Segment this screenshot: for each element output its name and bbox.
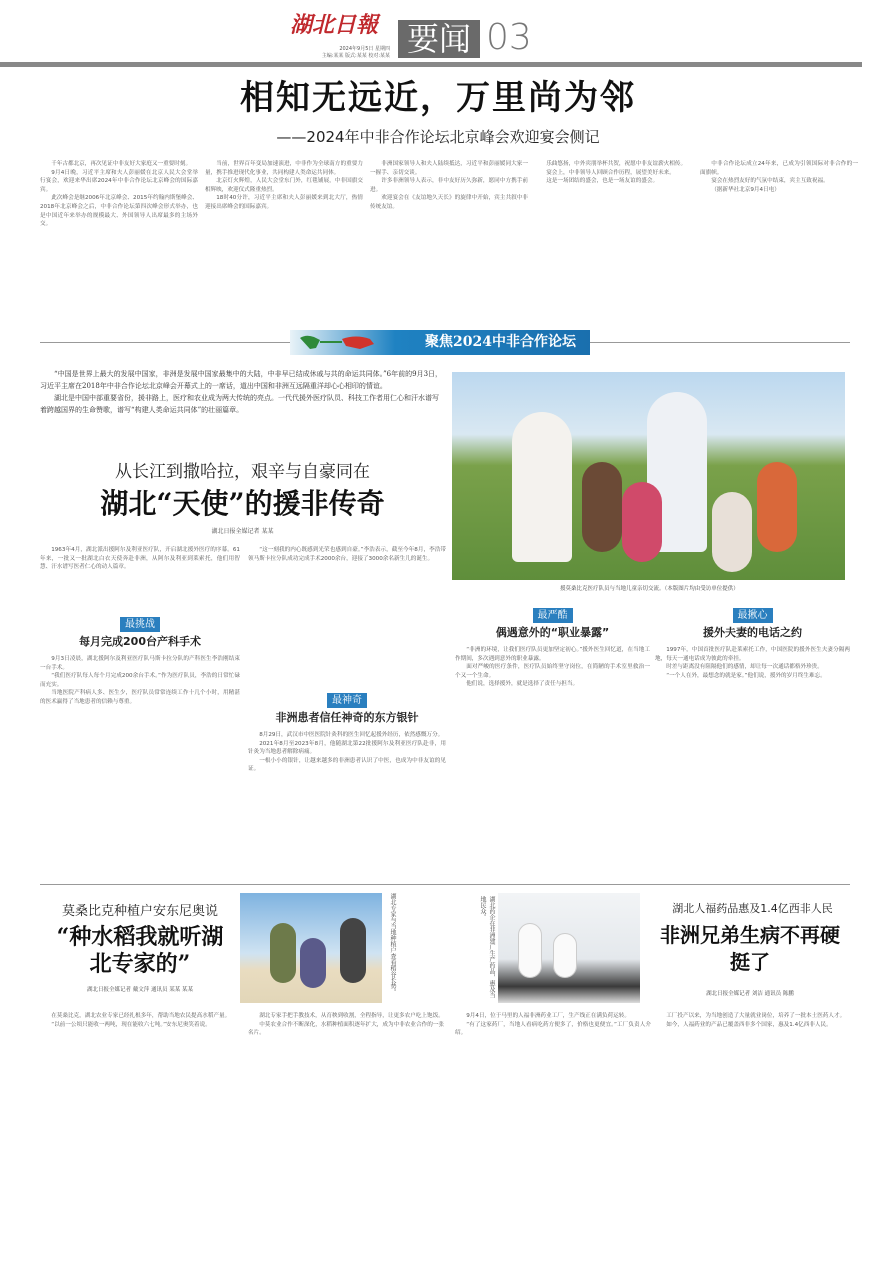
body-para: 9月3日凌晨，湖北援阿尔及利亚医疗队马斯卡拉分队的产科医生李浩刚结束一台手术。 <box>40 656 240 671</box>
pharma-kicker: 湖北人福药品惠及1.4亿西非人民 <box>672 902 833 915</box>
divider <box>40 342 290 343</box>
lead-column <box>370 160 528 326</box>
body-para: 时差与距离没有阻隔他们的感情，却让每一次通话都格外珍贵。 <box>666 664 823 671</box>
rice-body <box>40 1012 236 1267</box>
lead-column <box>535 160 693 326</box>
body-para: 1963年4月，湖北派出援阿尔及利亚医疗队，开启湖北援外医疗的序幕。61年来，一批又一批湖北白衣天使奔赴非洲，从阿尔及利亚到莱索托，他们用智慧、汗水谱写医者仁心的动人篇章。 <box>40 547 240 571</box>
body-para: “以前一公顷只能收一两吨，现在能收六七吨。”安东尼奥笑着说。 <box>51 1021 211 1028</box>
section-body <box>655 646 850 867</box>
body-para: 中非合作论坛成立24年来，已成为引领国际对非合作的一面旗帜。 <box>700 161 858 176</box>
masthead-logo: 湖北日報 <box>290 12 379 38</box>
body-para: 这是一场团结的盛会，也是一场友谊的盛会。 <box>546 178 659 185</box>
section-tag: 最神奇 <box>327 693 367 708</box>
section-tag-wrap <box>655 605 850 623</box>
section-title: 每月完成200台产科手术 <box>79 635 201 648</box>
section-tag-wrap <box>40 614 240 632</box>
body-para: 湖北专家手把手教技术，从育秧到收割，全程指导，让更多农户吃上饱饭。 <box>259 1013 444 1019</box>
body-para: 9月4日，位于马里的人福非洲药业工厂，生产线正在满负荷运转。 <box>466 1013 630 1019</box>
body-para: 8月29日，武汉市中医医院针灸科的医生回忆起援外经历，依然感慨万分。 <box>259 732 444 738</box>
pharma-caption: 湖北药企在非洲建厂生产药品，惠及当地民众。 <box>479 896 495 998</box>
body-para: 中莫农业合作不断深化，水稻种植面积逐年扩大，成为中非农业合作的一张名片。 <box>248 1021 444 1037</box>
section-tag: 最揪心 <box>733 608 773 623</box>
section-title: 援外夫妻的电话之约 <box>703 626 802 639</box>
focus-body <box>40 546 240 606</box>
section-body <box>248 731 446 867</box>
section-body <box>40 655 240 867</box>
lead-headline: 相知无远近，万里尚为邻 <box>240 78 636 118</box>
body-para: 宴会上，中非领导人回顾合作历程，展望美好未来。 <box>546 169 675 176</box>
focus-banner-title: 聚焦2024中非合作论坛 <box>425 334 576 350</box>
photo-caption: 援莫桑比克医疗队员与当地儿童亲切交流。（本版图片均由受访单位提供） <box>560 586 739 592</box>
rice-photo <box>240 893 382 1003</box>
section-title: 偶遇意外的“职业暴露” <box>495 626 610 639</box>
pharma-body <box>655 1012 851 1267</box>
rice-headline: “种水稻我就听湖北专家的” <box>56 924 224 977</box>
pharma-byline: 湖北日报全媒记者 刘洁 通讯员 陈鹏 <box>706 991 794 997</box>
pharma-photo <box>498 893 640 1003</box>
section-tag-wrap <box>455 605 650 623</box>
rice-kicker: 莫桑比克种植户安东尼奥说 <box>61 904 218 919</box>
focus-byline: 湖北日报全媒记者 某某 <box>211 528 274 535</box>
lead-column <box>700 160 858 326</box>
body-para: “这一刻我的内心既感到光荣也感到自豪。”李浩表示，截至今年8月，李浩带领马斯卡拉分队成功完成手术2000余台，迎接了3000余名新生儿的诞生。 <box>248 547 446 562</box>
body-para: 千年古都北京，再次见证中非友好大家庭又一重要时刻。 <box>51 161 192 167</box>
focus-section <box>655 605 850 867</box>
body-para: 在莫桑比克，湖北农业专家已经扎根多年，帮助当地农民提高水稻产量。 <box>51 1013 231 1019</box>
body-para: 宴会在热烈友好的气氛中结束，宾主互致祝福。 <box>711 178 829 185</box>
body-para: 他们说，选择援外，就是选择了责任与担当。 <box>466 681 579 688</box>
lead-subtitle: ——2024年中非合作论坛北京峰会欢迎宴会侧记 <box>276 128 600 146</box>
body-para: 一根小小的银针，让越来越多的非洲患者认识了中医，也成为中非友谊的见证。 <box>248 757 446 773</box>
body-para: 如今，人福药业的产品已覆盖西非多个国家，惠及1.4亿西非人民。 <box>666 1021 832 1028</box>
focus-section <box>40 614 240 867</box>
focus-kicker: 从长江到撒哈拉，艰辛与自豪同在 <box>115 462 370 482</box>
body-para: 2021年8月至2023年8月，他随湖北第22批援阿尔及利亚医疗队赴非，用针灸为当地患者解除病痛。 <box>248 740 446 756</box>
section-body <box>455 646 650 867</box>
issue-meta <box>240 46 390 60</box>
body-para: 非洲国家领导人和夫人陆续抵达，习近平和彭丽媛同大家一一握手、亲切交谈。 <box>370 161 528 176</box>
pharma-body <box>455 1012 651 1267</box>
body-para: “一个人在外，最想念的就是家。”他们说，援外的岁月终生难忘。 <box>666 672 826 679</box>
body-para: 此次峰会是继2006年北京峰会、2015年约翰内斯堡峰会、2018年北京峰会之后，中非合作论坛第四次峰会形式举办，也是中国近年来举办的规模最大、外国领导人出席最多的主场外交。 <box>40 195 198 228</box>
focus-section <box>248 690 446 867</box>
intro-para: 湖北是中国中部重要省份，援非路上，医疗和农业成为两大传统的亮点。一代代援外医疗队员、科技工作者用仁心和汗水谱写着跨越国界的生命赞歌，谱写“构建人类命运共同体”的壮丽篇章。 <box>40 394 439 414</box>
africa-china-map-icon <box>298 334 378 351</box>
body-para: 许多非洲领导人表示，非中友好历久弥新，愿同中方携手前进。 <box>370 178 528 193</box>
divider <box>40 884 850 885</box>
lead-column <box>205 160 363 326</box>
body-para: “有了这家药厂，当地人看病吃药方便多了，价格也更便宜。”工厂负责人介绍。 <box>455 1021 651 1037</box>
body-para: 1997年，中国首批医疗队赴莱索托工作，中国医院的援外医生夫妻分隔两地，每天一通电话成为彼此的牵挂。 <box>655 647 850 662</box>
focus-intro <box>40 368 445 416</box>
rice-byline: 湖北日报全媒记者 戴文萍 通讯员 某某 某某 <box>87 987 193 993</box>
divider <box>590 342 850 343</box>
section-tag: 最挑战 <box>120 617 160 632</box>
focus-banner <box>290 330 590 355</box>
lead-column <box>40 160 198 326</box>
body-para: 18时40分许，习近平主席和夫人彭丽媛来到北大厅，热情迎接出席峰会的国际嘉宾。 <box>205 195 363 210</box>
body-para: 面对严峻的医疗条件，医疗队员始终坚守岗位，在简陋的手术室里救治一个又一个生命。 <box>455 664 650 679</box>
section-tag-wrap <box>248 690 446 708</box>
editors: 主编:某某 版式:某某 校对:某某 <box>321 53 390 59</box>
focus-section <box>455 605 650 867</box>
section-label: 要闻 <box>398 20 480 58</box>
body-para: 当前，世界百年变局加速演进，中非作为全球南方的重要力量，携手推进现代化事业，共同构建人类命运共同体。 <box>205 161 363 176</box>
body-para: （据新华社北京9月4日电） <box>711 186 780 193</box>
body-para: 当地医院产科病人多、医生少，医疗队员常常连续工作十几个小时，用精湛的医术赢得了当地患者的信赖与尊重。 <box>40 690 240 705</box>
header-rule <box>0 62 862 67</box>
body-para: 9月4日晚，习近平主席和夫人彭丽媛在北京人民大会堂举行宴会，欢迎来华出席2024年中非合作论坛北京峰会的国际嘉宾。 <box>40 169 198 193</box>
body-para: “我们医疗队每人每个月完成200余台手术。”作为医疗队员，李浩的日常忙碌而充实。 <box>40 673 240 688</box>
body-para: “非洲的环境，让我们医疗队员更加坚定初心。”援外医生回忆道，在当地工作期间，多次遇到意外的职业暴露。 <box>455 647 650 662</box>
section-title: 非洲患者信任神奇的东方银针 <box>275 711 419 724</box>
body-para: 欢迎宴会在《友谊地久天长》的旋律中开始，宾主共叙中非传统友谊。 <box>370 195 528 210</box>
body-para: 北京灯火辉煌，人民大会堂东门外，红毯铺展，中非国旗交相辉映，欢迎仪式隆重热烈。 <box>205 178 363 193</box>
rice-caption: 湖北专家与当地种植户查看稻谷长势。 <box>389 893 396 995</box>
pharma-headline: 非洲兄弟生病不再硬挺了 <box>660 923 840 974</box>
page-number: 03 <box>486 17 532 58</box>
intro-para: “中国是世界上最大的发展中国家，非洲是发展中国家最集中的大陆，中非早已结成休戚与共的命运共同体。”6年前的9月3日，习近平主席在2018年中非合作论坛北京峰会开幕式上的一席话，道出中国和非洲互远隔重洋却心心相印的情谊。 <box>40 370 443 390</box>
body-para: 乐曲悠扬，中外宾朋举杯共贺，祝愿中非友谊薪火相传。 <box>546 161 687 167</box>
issue-date: 2024年9月5日 星期四 <box>339 46 390 52</box>
focus-body <box>248 546 446 606</box>
rice-body <box>248 1012 444 1267</box>
section-tag: 最严酷 <box>533 608 573 623</box>
focus-headline: 湖北“天使”的援非传奇 <box>100 487 385 520</box>
doctor-children-photo <box>452 372 845 580</box>
body-para: 工厂投产以来，为当地创造了大量就业岗位，培养了一批本土医药人才。 <box>666 1013 846 1019</box>
